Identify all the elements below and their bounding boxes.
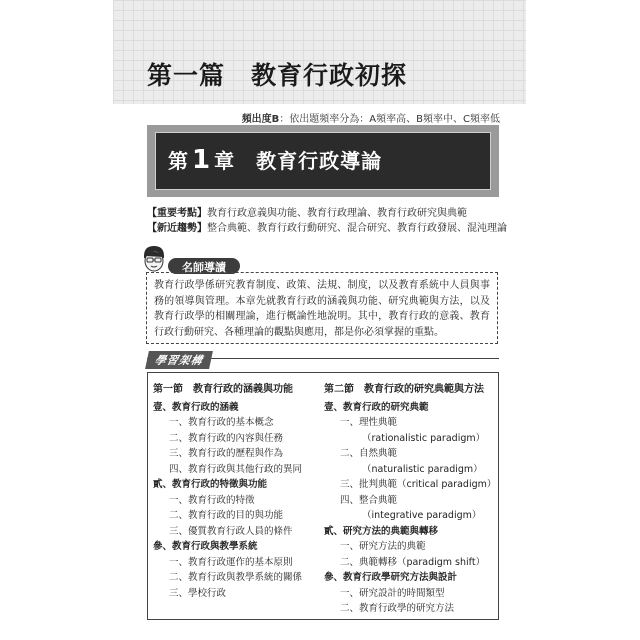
outline-item: （integrative paradigm） xyxy=(362,510,482,521)
outline-item: 二、自然典範 xyxy=(340,448,398,459)
outline-item: 一、研究方法的典範 xyxy=(340,541,426,552)
part-title: 第一篇 教育行政初探 xyxy=(147,61,408,90)
frequency-label: 頻出度B xyxy=(241,114,280,125)
outline-item: 四、教育行政與其他行政的異同 xyxy=(169,463,303,475)
outline-right-column xyxy=(324,382,496,617)
outline-item: 參、教育行政與教學系統 xyxy=(153,541,258,552)
frequency-note xyxy=(242,110,500,125)
outline-item: 一、教育行政運作的基本原則 xyxy=(169,556,293,568)
outline-item: 參、教育行政學研究方法與設計 xyxy=(324,572,458,583)
key-points-text: 教育行政意義與功能、教育行政理論、教育行政研究與典範 xyxy=(207,208,467,219)
teacher-avatar-icon xyxy=(140,244,168,274)
outline-item: 貳、研究方法的典範與轉移 xyxy=(324,525,439,537)
outline-item: 一、理性典範 xyxy=(340,417,398,428)
outline-item: 第一節 教育行政的涵義與功能 xyxy=(153,384,293,395)
outline-item: 三、教育行政的歷程與作為 xyxy=(169,448,284,459)
outline-item: 二、教育行政的目的與功能 xyxy=(169,510,284,521)
chapter-suffix: 章 教育行政導論 xyxy=(214,149,383,173)
key-points-tag: 【重要考點】 xyxy=(147,208,207,219)
outline-left-column xyxy=(153,382,302,601)
chapter-banner-inner xyxy=(155,132,491,190)
outline-item: 第二節 教育行政的研究典範與方法 xyxy=(324,384,484,395)
key-points-line xyxy=(147,206,507,221)
outline-item: 一、教育行政的特徵 xyxy=(169,494,255,506)
outline-item: 壹、教育行政的研究典範 xyxy=(324,401,429,413)
outline-item: 二、教育行政與教學系統的關係 xyxy=(169,572,303,583)
outline-item: 貳、教育行政的特徵與功能 xyxy=(153,479,268,490)
frequency-text: ：依出題頻率分為：A頻率高、B頻率中、C頻率低 xyxy=(279,114,500,125)
chapter-number: 1 xyxy=(192,145,212,175)
outline-item: （naturalistic paradigm） xyxy=(362,463,483,475)
chapter-banner xyxy=(147,125,499,197)
new-trends-text: 整合典範、教育行政行動研究、混合研究、教育行政發展、混沌理論 xyxy=(207,223,507,234)
outline-item: 一、研究設計的時間類型 xyxy=(340,587,445,599)
chapter-prefix: 第 xyxy=(168,149,189,173)
outline-item: 三、批判典範（critical paradigm） xyxy=(340,479,497,490)
outline-item: 三、學校行政 xyxy=(169,587,227,599)
outline-item: 二、教育行政學的研究方法 xyxy=(340,603,455,614)
chapter-title xyxy=(168,145,382,175)
outline-item: 三、優質教育行政人員的條件 xyxy=(169,525,293,537)
new-trends-line xyxy=(147,221,507,236)
new-trends-tag: 【新近趨勢】 xyxy=(147,223,207,234)
outline-item: 四、整合典範 xyxy=(340,494,398,506)
outline-item: 壹、教育行政的涵義 xyxy=(153,401,239,413)
outline-item: 二、典範轉移（paradigm shift） xyxy=(340,556,486,568)
outline-item: 二、教育行政的內容與任務 xyxy=(169,432,284,444)
structure-label: 學習架構 xyxy=(145,351,213,369)
teacher-guide-label: 名師導讀 xyxy=(182,261,226,274)
structure-outline xyxy=(147,372,499,620)
teacher-guide-box: 教育行政學係研究教育制度、政策、法規、制度，以及教育系統中人員與事務的領導與管理。本章先就教育行政的涵義與功能、研究典範與方法，以及教育行政學的相關理論，進行概論性地說明。其中，教育行政的意義、教育行政行動研究、各種理論的觀點與應用，都是你必須掌握的重點。 xyxy=(146,272,498,344)
outline-item: 一、教育行政的基本概念 xyxy=(169,417,274,428)
structure-banner xyxy=(147,354,499,373)
outline-item: （rationalistic paradigm） xyxy=(362,432,486,444)
key-points-block xyxy=(147,206,507,236)
